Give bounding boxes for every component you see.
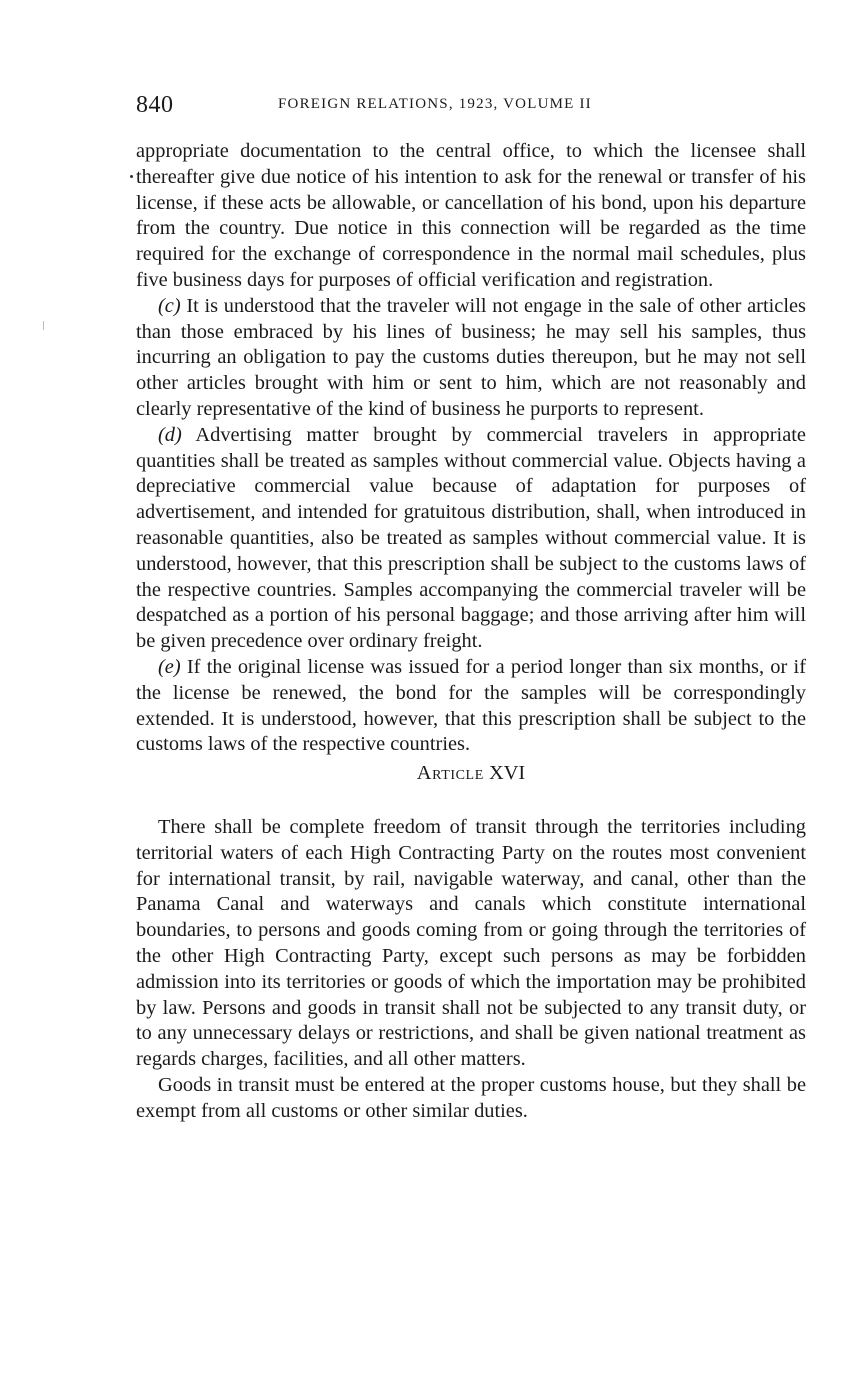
clause-mark-e: (e) (158, 655, 181, 678)
paragraph-c-text: It is understood that the traveler will not engage in the sale of other articles than those embraced by his lines of business; he may sell his samples, thus incurring an obligation to pay the customs duties thereupon, but he may not sell other articles brought with him or sent to him, which are not reasonably and clearly representative of the kind of business he purports to represent. (136, 294, 806, 420)
article-number: XVI (488, 762, 526, 785)
body-text (136, 139, 806, 1124)
article-paragraph-1: There shall be complete freedom of transit through the territories including territorial waters of each High Contracting Party on the routes most convenient for international transit, by rail, navigable waterway, and canal, other than the Panama Canal and waterways and canals which constitute international boundaries, to persons and goods coming from or going through the territories of the other High Contracting Party, except such persons as may be forbidden admission into its territories or goods of which the importation may be prohibited by law. Persons and goods in transit shall not be subjected to any transit duty, or to any unnecessary delays or restrictions, and shall be given national treatment as regards charges, facilities, and all other matters. (136, 815, 806, 1071)
paragraph-c (136, 294, 806, 423)
article-label: Article (416, 762, 484, 785)
paragraph-continuation: appropriate documentation to the central office, to which the licensee shall thereafter give due notice of his intention to ask for the renewal or transfer of his license, if these acts be allowable, or cancellation of his bond, upon his departure from the country. Due notice in this connection will be regarded as the time required for the exchange of correspondence in the normal mail schedules, plus five business days for purposes of official verification and registration. (136, 140, 806, 291)
paragraph-e-text: If the original license was issued for a period longer than six months, or if the license be renewed, the bond for the samples will be correspondingly extended. It is understood, however, that this prescription shall be subject to the customs laws of the respective countries. (136, 655, 806, 756)
article-heading (136, 761, 806, 787)
paragraph-e (136, 655, 806, 758)
paragraph-d (136, 423, 806, 655)
stray-ink-dot (130, 175, 133, 178)
article-paragraph-2: Goods in transit must be entered at the proper customs house, but they shall be exempt from all customs or other similar duties. (136, 1073, 806, 1122)
clause-mark-c: (c) (158, 294, 181, 317)
margin-mark (43, 321, 44, 330)
page-number: 840 (136, 92, 174, 118)
paragraph-d-text: Advertising matter brought by commercial travelers in appropriate quantities shall be treated as samples without commercial value. Objects having a depreciative commercial value because of adaptation for purposes of advertisement, and intended for gratuitous distribution, shall, when introduced in reasonable quantities, also be treated as samples without commercial value. It is understood, however, that this prescription shall be subject to the customs laws of the respective countries. Samples accompanying the commercial traveler will be despatched as a portion of his personal baggage; and those arriving after him will be given precedence over ordinary freight. (136, 423, 806, 653)
page-header (136, 92, 806, 124)
clause-mark-d: (d) (158, 423, 182, 446)
running-head: FOREIGN RELATIONS, 1923, VOLUME II (278, 96, 592, 112)
